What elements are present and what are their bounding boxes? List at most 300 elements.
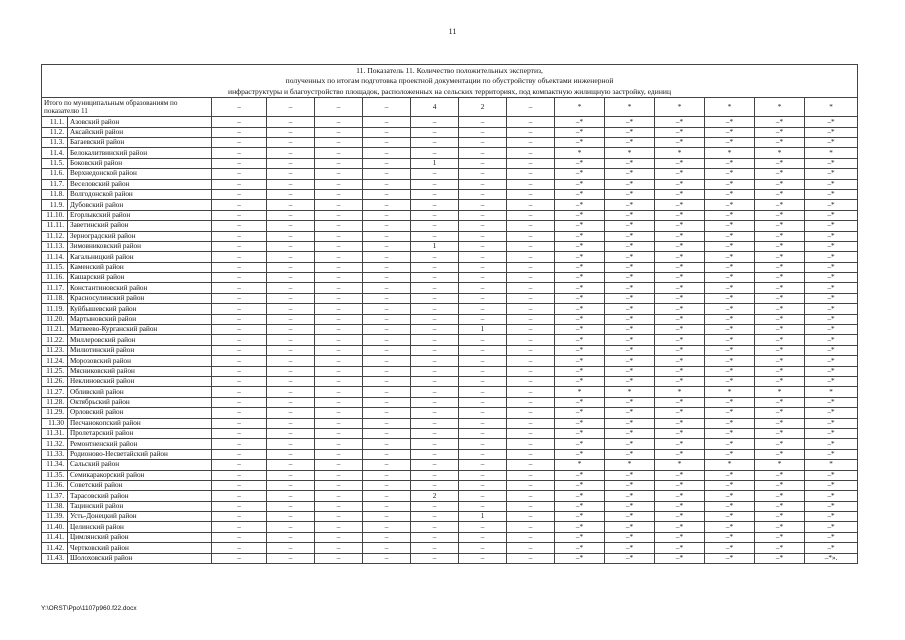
value-cell: –* [805,397,858,407]
value-cell: – [315,356,363,366]
value-cell: –* [805,200,858,210]
value-cell: –* [755,345,805,355]
district-name: Верхнедонской район [68,169,212,179]
value-cell: – [507,200,555,210]
value-cell: –* [555,252,605,262]
value-cell: –* [655,345,705,355]
value-cell: – [363,127,411,137]
value-cell: – [315,304,363,314]
value-cell: –* [655,376,705,386]
value-cell: –* [605,158,655,168]
value-cell: –* [605,418,655,428]
value-cell: –* [655,512,705,522]
row-number: 11.12. [42,231,68,241]
district-name: Песчанокопский район [68,418,212,428]
district-name: Советский район [68,480,212,490]
value-cell: – [212,273,267,283]
value-cell: – [507,189,555,199]
value-cell: – [315,117,363,127]
value-cell: –* [755,397,805,407]
value-cell: – [267,221,315,231]
value-cell: –* [805,189,858,199]
value-cell: –* [655,158,705,168]
value-cell: –* [755,408,805,418]
value-cell: – [507,273,555,283]
value-cell: – [363,262,411,272]
value-cell: – [315,200,363,210]
value-cell: – [315,460,363,470]
value-cell: * [755,387,805,397]
district-name: Аксайский район [68,127,212,137]
value-cell: – [212,439,267,449]
value-cell: –* [755,221,805,231]
value-cell: – [411,366,459,376]
row-number: 11.10. [42,210,68,220]
value-cell: – [363,512,411,522]
value-cell: –* [705,127,755,137]
value-cell: – [212,200,267,210]
table-row [42,408,858,418]
value-cell: 1 [459,325,507,335]
value-cell: – [267,252,315,262]
value-cell: – [267,356,315,366]
value-cell: – [315,428,363,438]
value-cell: – [459,345,507,355]
value-cell: –* [705,480,755,490]
value-cell: – [267,325,315,335]
district-name: Орловский район [68,408,212,418]
value-cell: – [267,470,315,480]
value-cell: – [267,532,315,542]
value-cell: – [212,293,267,303]
value-cell: –* [605,480,655,490]
row-number: 11.6. [42,169,68,179]
row-number: 11.3. [42,138,68,148]
value-cell: –* [755,304,805,314]
value-cell: – [459,179,507,189]
value-cell: – [315,138,363,148]
indicator-table [41,64,858,564]
value-cell: – [267,293,315,303]
value-cell: – [267,179,315,189]
value-cell: 2 [411,491,459,501]
value-cell: – [267,449,315,459]
value-cell: –* [555,553,605,563]
value-cell: * [555,148,605,158]
value-cell: * [755,460,805,470]
value-cell: – [411,210,459,220]
value-cell: – [212,117,267,127]
value-cell: –* [805,179,858,189]
table-row [42,293,858,303]
value-cell: – [267,376,315,386]
value-cell: – [267,480,315,490]
value-cell: –* [605,273,655,283]
value-cell: – [212,169,267,179]
value-cell: –* [655,221,705,231]
row-number: 11.23. [42,345,68,355]
value-cell: –* [555,127,605,137]
value-cell: –* [655,356,705,366]
row-number: 11.30 [42,418,68,428]
value-cell: –* [655,241,705,251]
table-row [42,418,858,428]
value-cell: – [212,480,267,490]
value-cell: –* [755,501,805,511]
district-name: Родионово-Несветайский район [68,449,212,459]
value-cell: –* [555,293,605,303]
value-cell: –* [605,543,655,553]
value-cell: – [315,283,363,293]
value-cell: –* [755,418,805,428]
value-cell: – [459,387,507,397]
value-cell: – [212,428,267,438]
value-cell: – [507,470,555,480]
value-cell: – [363,210,411,220]
value-cell: –* [705,439,755,449]
value-cell: – [411,304,459,314]
value-cell: –* [655,418,705,428]
value-cell: –* [655,179,705,189]
table-row [42,189,858,199]
value-cell: – [459,189,507,199]
value-cell: – [459,304,507,314]
table-row [42,366,858,376]
value-cell: – [315,273,363,283]
value-cell: –*». [805,553,858,563]
value-cell: –* [805,522,858,532]
district-name: Милютинский район [68,345,212,355]
value-cell: – [411,408,459,418]
table-row [42,335,858,345]
value-cell: –* [705,138,755,148]
row-number: 11.24. [42,356,68,366]
district-name: Дубовский район [68,200,212,210]
table-row [42,127,858,137]
value-cell: –* [705,449,755,459]
table-row [42,356,858,366]
value-cell: –* [805,252,858,262]
value-cell: –* [555,397,605,407]
value-cell: – [411,522,459,532]
value-cell: – [267,418,315,428]
value-cell: –* [605,221,655,231]
value-cell: – [411,325,459,335]
value-cell: – [507,366,555,376]
value-cell: –* [805,428,858,438]
district-name: Белокалитвинский район [68,148,212,158]
row-number: 11.38. [42,501,68,511]
total-value-cell: * [655,98,705,117]
value-cell: –* [655,210,705,220]
total-value-cell: – [315,98,363,117]
value-cell: –* [755,439,805,449]
value-cell: –* [605,231,655,241]
row-number: 11.33. [42,449,68,459]
value-cell: – [267,231,315,241]
table-row [42,262,858,272]
value-cell: – [315,491,363,501]
value-cell: * [555,387,605,397]
value-cell: – [267,210,315,220]
value-cell: – [459,470,507,480]
value-cell: * [805,460,858,470]
value-cell: –* [655,293,705,303]
value-cell: –* [755,356,805,366]
district-name: Пролетарский район [68,428,212,438]
value-cell: – [411,221,459,231]
value-cell: –* [755,169,805,179]
value-cell: –* [605,314,655,324]
value-cell: –* [555,408,605,418]
value-cell: –* [655,252,705,262]
district-name: Чертковский район [68,543,212,553]
row-number: 11.36. [42,480,68,490]
value-cell: –* [755,283,805,293]
value-cell: –* [805,449,858,459]
row-number: 11.28. [42,397,68,407]
value-cell: – [363,293,411,303]
value-cell: –* [655,273,705,283]
value-cell: – [507,158,555,168]
value-cell: – [363,283,411,293]
value-cell: * [605,387,655,397]
value-cell: – [212,127,267,137]
value-cell: –* [555,189,605,199]
value-cell: – [411,231,459,241]
value-cell: – [212,418,267,428]
district-name: Тарасовский район [68,491,212,501]
row-number: 11.13. [42,241,68,251]
value-cell: –* [805,376,858,386]
value-cell: * [705,148,755,158]
row-number: 11.14. [42,252,68,262]
value-cell: – [459,356,507,366]
value-cell: – [459,491,507,501]
value-cell: –* [805,491,858,501]
row-number: 11.8. [42,189,68,199]
table-title [42,65,858,98]
row-number: 11.35. [42,470,68,480]
value-cell: – [212,366,267,376]
value-cell: – [459,460,507,470]
district-name: Кагальницкий район [68,252,212,262]
total-row [42,98,858,117]
value-cell: – [315,314,363,324]
value-cell: –* [555,241,605,251]
value-cell: –* [655,522,705,532]
table-row [42,325,858,335]
table-row [42,428,858,438]
value-cell: –* [705,283,755,293]
district-name: Морозовский район [68,356,212,366]
value-cell: –* [805,470,858,480]
value-cell: – [411,283,459,293]
value-cell: – [507,262,555,272]
title-line-1: 11. Показатель 11. Количество положительных экспертиз, [356,66,543,75]
value-cell: – [267,387,315,397]
value-cell: – [363,273,411,283]
table-row [42,345,858,355]
value-cell: * [655,148,705,158]
value-cell: –* [805,231,858,241]
value-cell: – [315,158,363,168]
row-number: 11.34. [42,460,68,470]
value-cell: – [459,148,507,158]
value-cell: – [411,418,459,428]
value-cell: – [507,553,555,563]
value-cell: – [363,138,411,148]
row-number: 11.4. [42,148,68,158]
value-cell: –* [655,553,705,563]
value-cell: – [267,117,315,127]
row-number: 11.29. [42,408,68,418]
value-cell: –* [555,512,605,522]
value-cell: –* [555,158,605,168]
value-cell: – [363,470,411,480]
value-cell: –* [605,241,655,251]
value-cell: –* [605,200,655,210]
row-number: 11.2. [42,127,68,137]
value-cell: –* [655,169,705,179]
value-cell: –* [655,470,705,480]
value-cell: – [459,418,507,428]
value-cell: –* [605,345,655,355]
value-cell: – [507,428,555,438]
value-cell: –* [605,449,655,459]
value-cell: –* [755,491,805,501]
value-cell: – [212,522,267,532]
value-cell: – [411,356,459,366]
value-cell: –* [655,532,705,542]
value-cell: –* [705,262,755,272]
value-cell: – [507,418,555,428]
value-cell: – [267,283,315,293]
value-cell: –* [805,262,858,272]
value-cell: –* [655,117,705,127]
value-cell: – [363,356,411,366]
value-cell: – [411,127,459,137]
value-cell: – [363,408,411,418]
row-number: 11.11. [42,221,68,231]
value-cell: –* [755,241,805,251]
value-cell: – [363,158,411,168]
district-name: Волгодонской район [68,189,212,199]
value-cell: – [267,335,315,345]
row-number: 11.31. [42,428,68,438]
value-cell: –* [705,241,755,251]
value-cell: – [411,138,459,148]
value-cell: –* [655,335,705,345]
value-cell: – [267,553,315,563]
value-cell: –* [605,262,655,272]
row-number: 11.20. [42,314,68,324]
value-cell: – [459,231,507,241]
value-cell: – [363,241,411,251]
value-cell: –* [705,428,755,438]
value-cell: –* [805,283,858,293]
value-cell: – [411,314,459,324]
value-cell: – [507,252,555,262]
value-cell: – [363,345,411,355]
value-cell: – [363,460,411,470]
value-cell: –* [705,200,755,210]
district-name: Егорлыкский район [68,210,212,220]
value-cell: – [315,387,363,397]
value-cell: –* [655,480,705,490]
value-cell: – [315,169,363,179]
value-cell: – [315,522,363,532]
value-cell: – [267,522,315,532]
value-cell: –* [805,138,858,148]
value-cell: – [212,397,267,407]
value-cell: – [459,449,507,459]
value-cell: – [507,210,555,220]
table-row [42,397,858,407]
value-cell: –* [555,283,605,293]
value-cell: –* [705,158,755,168]
value-cell: –* [705,179,755,189]
value-cell: –* [805,304,858,314]
value-cell: – [411,376,459,386]
value-cell: –* [705,532,755,542]
value-cell: – [315,221,363,231]
value-cell: – [507,179,555,189]
value-cell: – [507,304,555,314]
indicator-table-container [41,64,857,564]
table-row [42,553,858,563]
value-cell: –* [705,304,755,314]
value-cell: –* [555,470,605,480]
value-cell: – [363,179,411,189]
value-cell: –* [805,293,858,303]
value-cell: –* [605,491,655,501]
value-cell: – [507,169,555,179]
value-cell: – [459,252,507,262]
value-cell: –* [605,501,655,511]
district-name: Боковский район [68,158,212,168]
value-cell: –* [805,158,858,168]
value-cell: –* [555,179,605,189]
value-cell: 1 [411,241,459,251]
value-cell: – [363,148,411,158]
value-cell: – [212,376,267,386]
value-cell: –* [555,273,605,283]
total-value-cell: * [605,98,655,117]
value-cell: –* [605,304,655,314]
district-name: Заветинский район [68,221,212,231]
value-cell: –* [805,241,858,251]
value-cell: – [212,262,267,272]
district-name: Веселовский район [68,179,212,189]
value-cell: –* [655,439,705,449]
value-cell: – [459,501,507,511]
value-cell: – [315,480,363,490]
value-cell: – [459,117,507,127]
value-cell: –* [655,397,705,407]
value-cell: – [363,314,411,324]
value-cell: –* [705,169,755,179]
district-name: Константиновский район [68,283,212,293]
value-cell: – [363,304,411,314]
value-cell: –* [805,325,858,335]
value-cell: – [267,200,315,210]
row-number: 11.22. [42,335,68,345]
row-number: 11.5. [42,158,68,168]
district-name: Куйбышевский район [68,304,212,314]
value-cell: –* [705,397,755,407]
value-cell: – [267,543,315,553]
